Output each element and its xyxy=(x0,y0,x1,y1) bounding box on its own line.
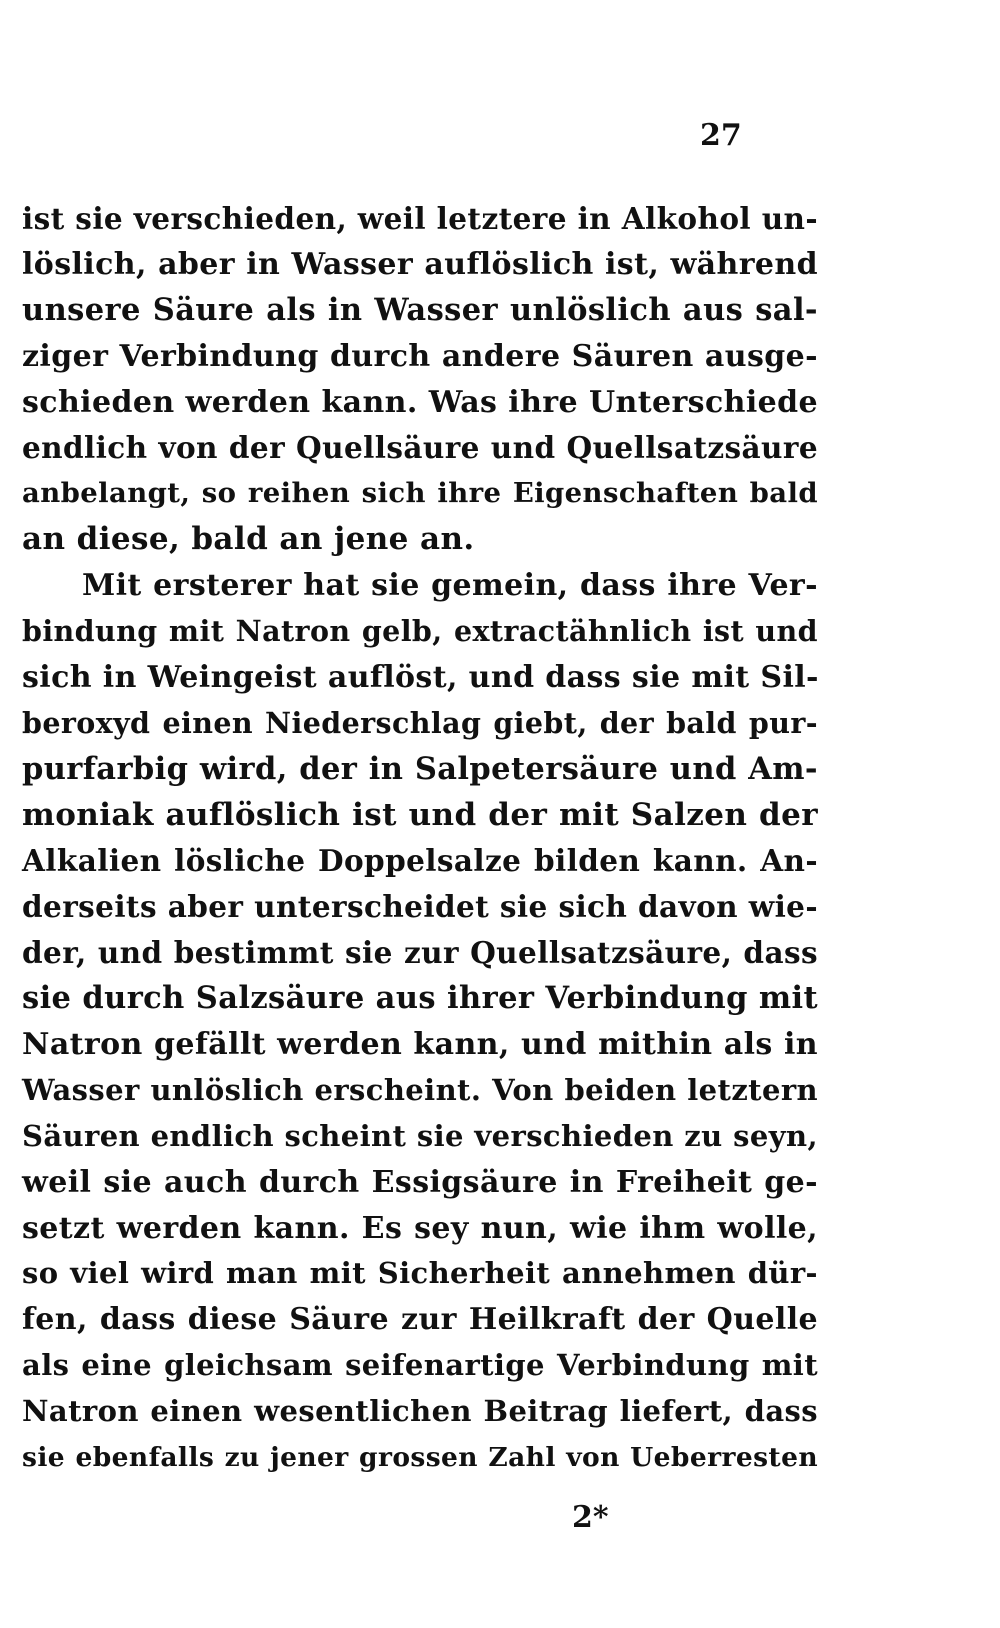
text-line: schieden werden kann. Was ihre Unterschiede xyxy=(22,384,818,420)
text-line: Natron einen wesentlichen Beitrag liefert, dass xyxy=(22,1394,818,1429)
text-line: moniak auflöslich ist und der mit Salzen der xyxy=(22,796,818,833)
text-line: sich in Weingeist auflöst, und dass sie mit Sil- xyxy=(22,659,819,695)
text-line: Natron gefällt werden kann, und mithin als in xyxy=(22,1027,818,1063)
text-line: purfarbig wird, der in Salpetersäure und Am- xyxy=(22,750,818,787)
text-line: endlich von der Quellsäure und Quellsatzsäure xyxy=(22,430,818,466)
text-line: ziger Verbindung durch andere Säuren ausge- xyxy=(22,338,818,374)
text-line: ist sie verschieden, weil letztere in Alkohol un- xyxy=(22,201,819,236)
text-line: unsere Säure als in Wasser unlöslich aus sal- xyxy=(22,291,818,328)
text-line: weil sie auch durch Essigsäure in Freiheit ge- xyxy=(22,1164,818,1200)
text-line: bindung mit Natron gelb, extractähnlich ist und xyxy=(22,614,818,649)
text-line: der, und bestimmt sie zur Quellsatzsäure, dass xyxy=(22,935,818,971)
text-line: fen, dass diese Säure zur Heilkraft der Quelle xyxy=(22,1302,818,1338)
text-line: löslich, aber in Wasser auflöslich ist, während xyxy=(22,246,818,282)
text-line: Säuren endlich scheint sie verschieden zu seyn, xyxy=(22,1118,818,1153)
text-line: Alkalien lösliche Doppelsalze bilden kann. An- xyxy=(22,843,818,879)
paragraph-start-line: Mit ersterer hat sie gemein, dass ihre Ver- xyxy=(82,568,818,604)
text-line: so viel wird man mit Sicherheit annehmen dür- xyxy=(22,1256,818,1291)
signature-mark: 2* xyxy=(572,1500,609,1535)
text-line: sie durch Salzsäure aus ihrer Verbindung mit xyxy=(22,980,818,1017)
text-line: derseits aber unterscheidet sie sich davon wie- xyxy=(22,889,818,925)
text-line: setzt werden kann. Es sey nun, wie ihm wolle, xyxy=(22,1210,818,1246)
text-line: als eine gleichsam seifenartige Verbindung mit xyxy=(22,1348,818,1383)
text-line: sie ebenfalls zu jener grossen Zahl von Ueberresten xyxy=(22,1442,818,1474)
text-line: beroxyd einen Niederschlag giebt, der bald pur- xyxy=(22,705,818,740)
text-line: anbelangt, so reihen sich ihre Eigenschaften bald xyxy=(22,477,818,510)
text-line: Wasser unlöslich erscheint. Von beiden letztern xyxy=(22,1072,818,1107)
text-body xyxy=(22,196,818,1481)
page-number: 27 xyxy=(700,118,742,153)
paragraph-end-line: an diese, bald an jene an. xyxy=(22,521,475,558)
